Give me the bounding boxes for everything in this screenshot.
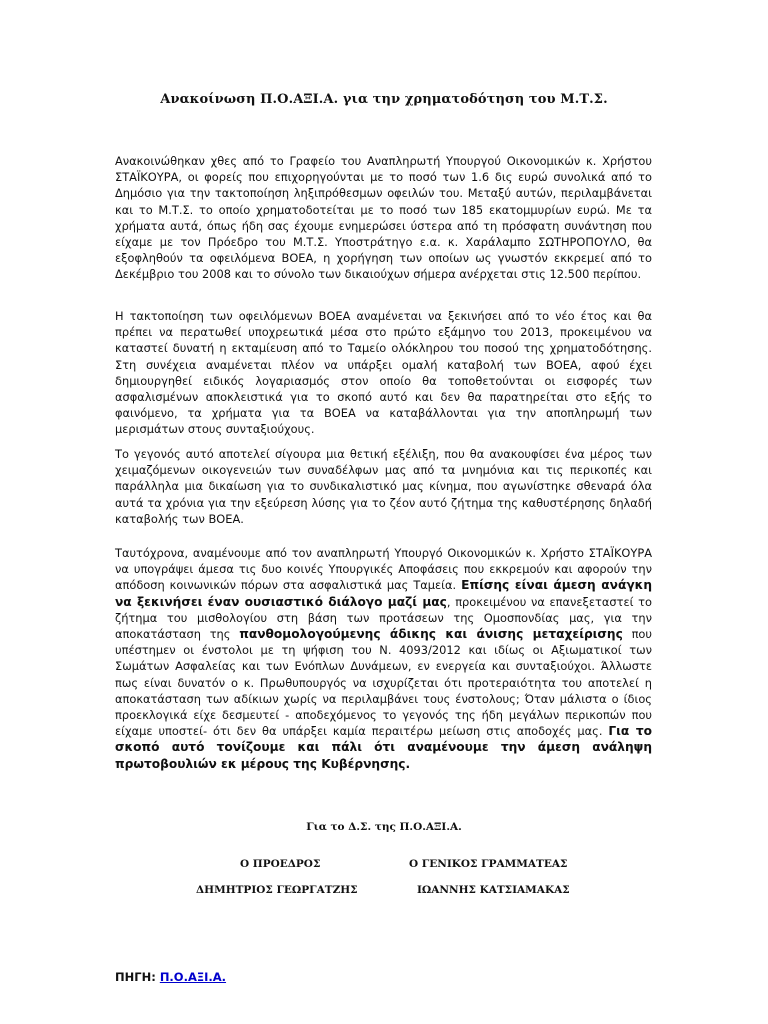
page-title: Ανακοίνωση Π.Ο.ΑΞΙ.Α. για την χρηματοδότηση του Μ.Τ.Σ. (160, 92, 608, 107)
signature-header: Για το Δ.Σ. της Π.Ο.ΑΞΙ.Α. (306, 821, 462, 833)
paragraph-funding-announcement: Ανακοινώθηκαν χθες από το Γραφείο του Αναπληρωτή Υπουργού Οικονομικών κ. Χρήστου ΣΤΑΪΚΟΥΡΑ, οι φορείς που επιχορηγούνται με το ποσό των 1.6 δις ευρώ συνολικά από το Δημόσιο για την τακτοποίηση ληξιπρόθεσμων οφειλών του. Μεταξύ αυτών, περιλαμβάνεται και το Μ.Τ.Σ. το οποίο χρηματοδοτείται με το ποσό των 185 εκατομμυρίων ευρώ. Με τα χρήματα αυτά, όπως ήδη σας έχουμε ενημερώσει ύστερα από τη πρόσφατη συνάντηση που είχαμε με τον Πρόεδρο του Μ.Τ.Σ. Υποστράτηγο ε.α. κ. Χαράλαμπο ΣΩΤΗΡΟΠΟΥΛΟ, θα εξοφληθούν τα οφειλόμενα ΒΟΕΑ, η χορήγηση των οποίων ως γνωστόν εκκρεμεί από το Δεκέμβριο του 2008 και το σύνολο των δικαιούχων σήμερα ανέρχεται στις 12.500 περίπου. (115, 154, 652, 282)
demands-text-2: , προκειμένου να επανεξεταστεί το ζήτημα του μισθολογίου στη βάση των προτάσεων της Ομοσπονδίας μας, για την αποκατάσταση της (115, 594, 653, 642)
demands-emphasis-government: Για το σκοπό αυτό τονίζουμε και πάλι ότι αναμένουμε την άμεση ανάληψη πρωτοβουλιών εκ μέρους της Κυβέρνησης. (115, 724, 652, 771)
secretary-title: Ο ΓΕΝΙΚΟΣ ΓΡΑΜΜΑΤΕΑΣ (409, 858, 568, 870)
president-name: ΔΗΜΗΤΡΙΟΣ ΓΕΩΡΓΑΤΖΗΣ (196, 884, 358, 896)
source-line (115, 970, 226, 984)
secretary-name: ΙΩΑΝΝΗΣ ΚΑΤΣΙΑΜΑΚΑΣ (417, 884, 570, 896)
president-title: Ο ΠΡΟΕΔΡΟΣ (240, 858, 321, 870)
demands-text-3: που υπέστημεν οι ένστολοι με τη ψήφιση του Ν. 4093/2012 και ιδίως οι Αξιωματικοί των Σωμάτων Ασφαλείας και των Ενόπλων Δυνάμεων, εν ενεργεία και συνταξιούχοι. Άλλωστε πως είναι δυνατόν ο κ. Πρωθυπουργός να ισχυρίζεται ότι προτεραιότητα του αποτελεί η αποκατάσταση των αδίκιων χωρίς να περιλαμβάνει τους ένστολους; Όταν μάλιστα ο ίδιος προεκλογικά είχε δεσμευτεί - αποδεχόμενος το γεγονός της ήδη μεγάλων περικοπών που είχαμε υποστεί- ότι δεν θα υπάρξει καμία περαιτέρω μείωση στις αποδοχές μας. (115, 627, 652, 739)
paragraph-positive-development: Το γεγονός αυτό αποτελεί σίγουρα μια θετική εξέλιξη, που θα ανακουφίσει ένα μέρος των χειμαζόμενων οικογενειών των συναδέλφων μας από τα μνημόνια και τις περικοπές και παράλληλα μια δικαίωση για το συνδικαλιστικό μας κίνημα, που αγωνίστηκε σθεναρά όλα αυτά τα χρόνια για την εξεύρεση λύσης για το ζέον αυτό ζήτημα της καθυστέρησης δηλαδή καταβολής των ΒΟΕΑ. (115, 447, 652, 526)
paragraph-demands (115, 545, 652, 772)
demands-text-1: Ταυτόχρονα, αναμένουμε από τον αναπληρωτή Υπουργό Οικονομικών κ. Χρήστο ΣΤΑΪΚΟΥΡΑ να υπογράψει άμεσα τις δυο κοινές Υπουργικές Αποφάσεις που εκκρεμούν και αφορούν την απόδοση κοινωνικών πόρων στα ασφαλιστικά μας Ταμεία. (115, 546, 652, 593)
demands-emphasis-dialogue: Επίσης είναι άμεση ανάγκη να ξεκινήσει έναν ουσιαστικό διάλογο μαζί μας (115, 578, 652, 609)
source-link[interactable]: Π.Ο.ΑΞΙ.Α. (159, 970, 227, 984)
paragraph-boea-settlement: Η τακτοποίηση των οφειλόμενων ΒΟΕΑ αναμένεται να ξεκινήσει από το νέο έτος και θα πρέπει να περατωθεί υποχρεωτικά μέσα στο πρώτο εξάμηνο του 2013, προκειμένου να καταστεί δυνατή η εκταμίευση από το Ταμείο ολόκληρου του ποσού της χρηματοδότησης. Στη συνέχεια αναμένεται πλέον να υπάρξει ομαλή καταβολή των ΒΟΕΑ, αφού έχει δημιουργηθεί ειδικός λογαριασμός στον οποίο θα τοποθετούνται οι εισφορές των ασφαλισμένων αποκλειστικά για το σκοπό αυτό και δεν θα παρατηρείται στο εξής το φαινόμενο, τα χρήματα για τα ΒΟΕΑ να καταβάλλονται για την αποπληρωμή των μερισμάτων στους συνταξιούχους. (115, 309, 652, 437)
source-label: ΠΗΓΗ: (115, 970, 160, 984)
demands-emphasis-treatment: πανθομολογούμενης άδικης και άνισης μεταχείρισης (239, 627, 623, 642)
